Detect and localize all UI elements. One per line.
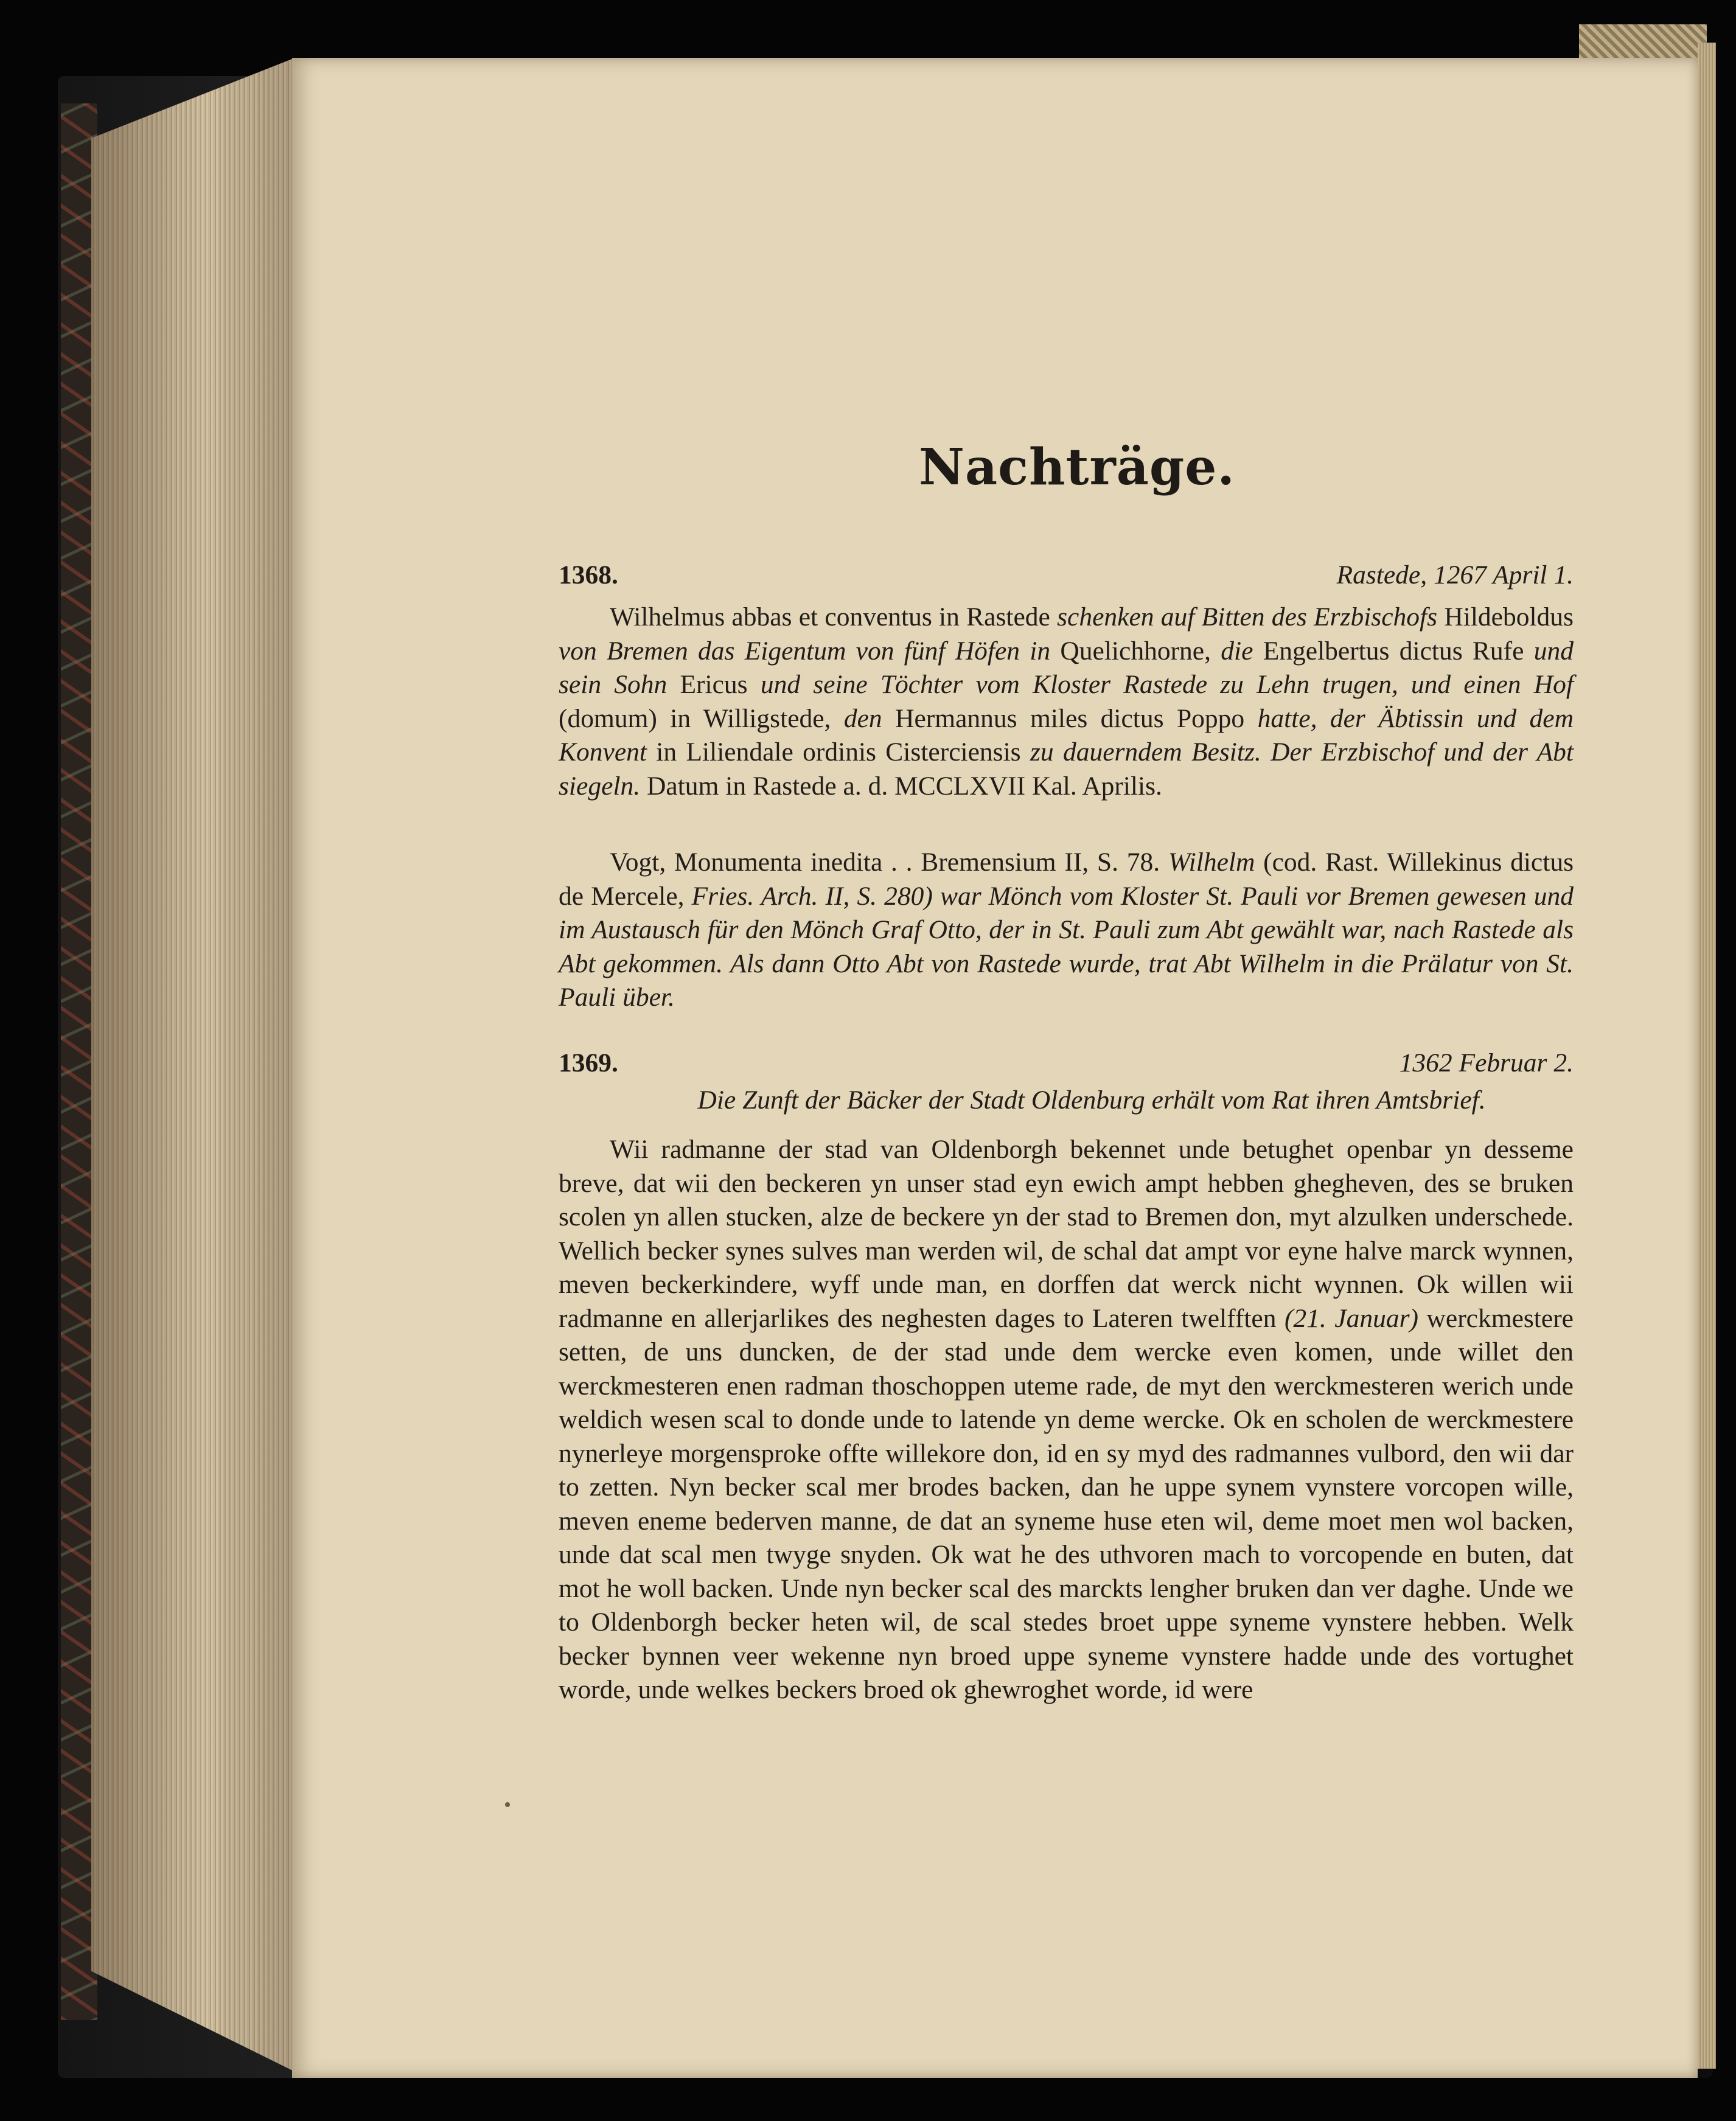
italic-run: und sein Sohn: [559, 636, 1574, 699]
text-run: Quelichhorne,: [1050, 636, 1221, 666]
page-edge-right: [1698, 43, 1716, 2069]
text-run: werckmestere setten, de uns duncken, de der stad unde dem wercke even komen, unde willet den werckmesteren enen radman thoschoppen uteme rade, de myt den werckmesteren werich unde weldich wesen scal to donde unde to latende yn deme wercke. Ok en scholen de werckmestere nynerleye morgensproke offte willekore don, id en sy myd des radmannes vulbord, den wii dar to zetten. Nyn becker scal mer brodes backen, dan he uppe synem vynstere vorcopen wille, meven eneme bederven manne, de dat an syneme huse eten wil, deme moet men wol backen, unde dat scal men twyge snyden. Ok wat he des uthvoren mach to vorcopende en buten, dat mot he woll backen. Unde nyn becker scal des marckts lengher bruken dan ver daghe. Unde we to Oldenborgh becker heten wil, de scal stedes broet uppe syneme vynstere hebben. Welk becker bynnen veer wekenne nyn broed uppe syneme vynstere hadde unde des vortughet worde, unde welkes beckers broed ok ghewroghet worde, id were: [559, 1303, 1574, 1704]
entry-body-1369: [559, 1133, 1574, 1707]
ink-speck: [505, 1802, 510, 1807]
text-run: Hildeboldus: [1437, 602, 1574, 632]
entry-regest-1368: [559, 601, 1574, 803]
text-run: Ericus: [667, 670, 761, 699]
summary-line: Die Zunft der Bäcker der Stadt Oldenburg erhält vom Rat ihren Amtsbrief.: [697, 1085, 1486, 1115]
entry-number: 1369.: [559, 1048, 618, 1078]
italic-run: hatte, der Äbtissin und dem Konvent: [559, 703, 1574, 767]
italic-run: Fries. Arch. II, S. 280) war Mönch vom Kloster St. Pauli vor Bremen gewesen und im Austausch für den Mönch Graf Otto, der in St. Pauli zum Abt gewählt war, nach Rastede als Abt gekommen. Als dann Otto Abt von Rastede wurde, trat Abt Wilhelm in die Prälatur von St. Pauli über.: [559, 881, 1574, 1012]
page-title: Nachträge.: [919, 438, 1235, 496]
italic-run: (21. Januar): [1284, 1303, 1418, 1333]
italic-run: von Bremen das Eigentum von fünf Höfen in: [559, 636, 1051, 666]
italic-run: Wilhelm: [1168, 848, 1255, 877]
italic-run: schenken auf Bitten des Erzbischofs: [1057, 602, 1438, 632]
entry-note-1368: [559, 846, 1574, 1015]
entry-header-1369: [559, 1048, 1574, 1082]
italic-run: die: [1221, 636, 1253, 666]
entry-date: Rastede, 1267 April 1.: [1336, 560, 1574, 590]
note-paragraph: [559, 846, 1574, 1015]
italic-run: den: [843, 703, 882, 733]
text-run: Hermannus miles dictus Poppo: [882, 703, 1258, 733]
text-run: Wii radmanne der stad van Oldenborgh bekennet unde betughet openbar yn desseme breve, dat wii den beckeren yn unser stad eyn ewich ampt hebben ghegheven, des se bruken scolen yn allen stucken, alze de beckere yn der stad to Bremen don, myt alzulken underschede. Wellich becker synes sulves man werden wil, de schal dat ampt vor eyne halve marck wynnen, meven beckerkindere, wyff unde man, en dorffen dat werck nicht wynnen. Ok willen wii radmanne en allerjarlikes des neghesten dages to Lateren twelfften: [559, 1135, 1574, 1333]
text-run: (cod. Rast. Willekinus dictus de Mercele,: [559, 848, 1574, 911]
italic-run: zu dauerndem Besitz. Der Erzbischof und der Abt siegeln.: [559, 737, 1574, 801]
entry-number: 1368.: [559, 560, 618, 590]
body-paragraph: [559, 1133, 1574, 1707]
regest-paragraph: [559, 601, 1574, 803]
text-run: Wilhelmus abbas et conventus in Rastede: [610, 602, 1058, 632]
text-run: in Liliendale ordinis Cisterciensis: [646, 737, 1030, 767]
text-run: Vogt, Monumenta inedita . . Bremensium II, S. 78.: [610, 848, 1168, 877]
text-run: Engelbertus dictus Rufe: [1253, 636, 1534, 666]
text-run: (domum) in Willigstede,: [559, 703, 844, 733]
italic-run: und seine Töchter vom Kloster Rastede zu Lehn trugen, und einen Hof: [760, 670, 1574, 699]
entry-summary-1369: [559, 1084, 1574, 1118]
entry-date: 1362 Februar 2.: [1399, 1048, 1574, 1078]
entry-header-1368: [559, 560, 1574, 594]
page-stack-shadow: [91, 58, 295, 2072]
text-run: Datum in Rastede a. d. MCCLXVII Kal. Aprilis.: [640, 771, 1162, 801]
